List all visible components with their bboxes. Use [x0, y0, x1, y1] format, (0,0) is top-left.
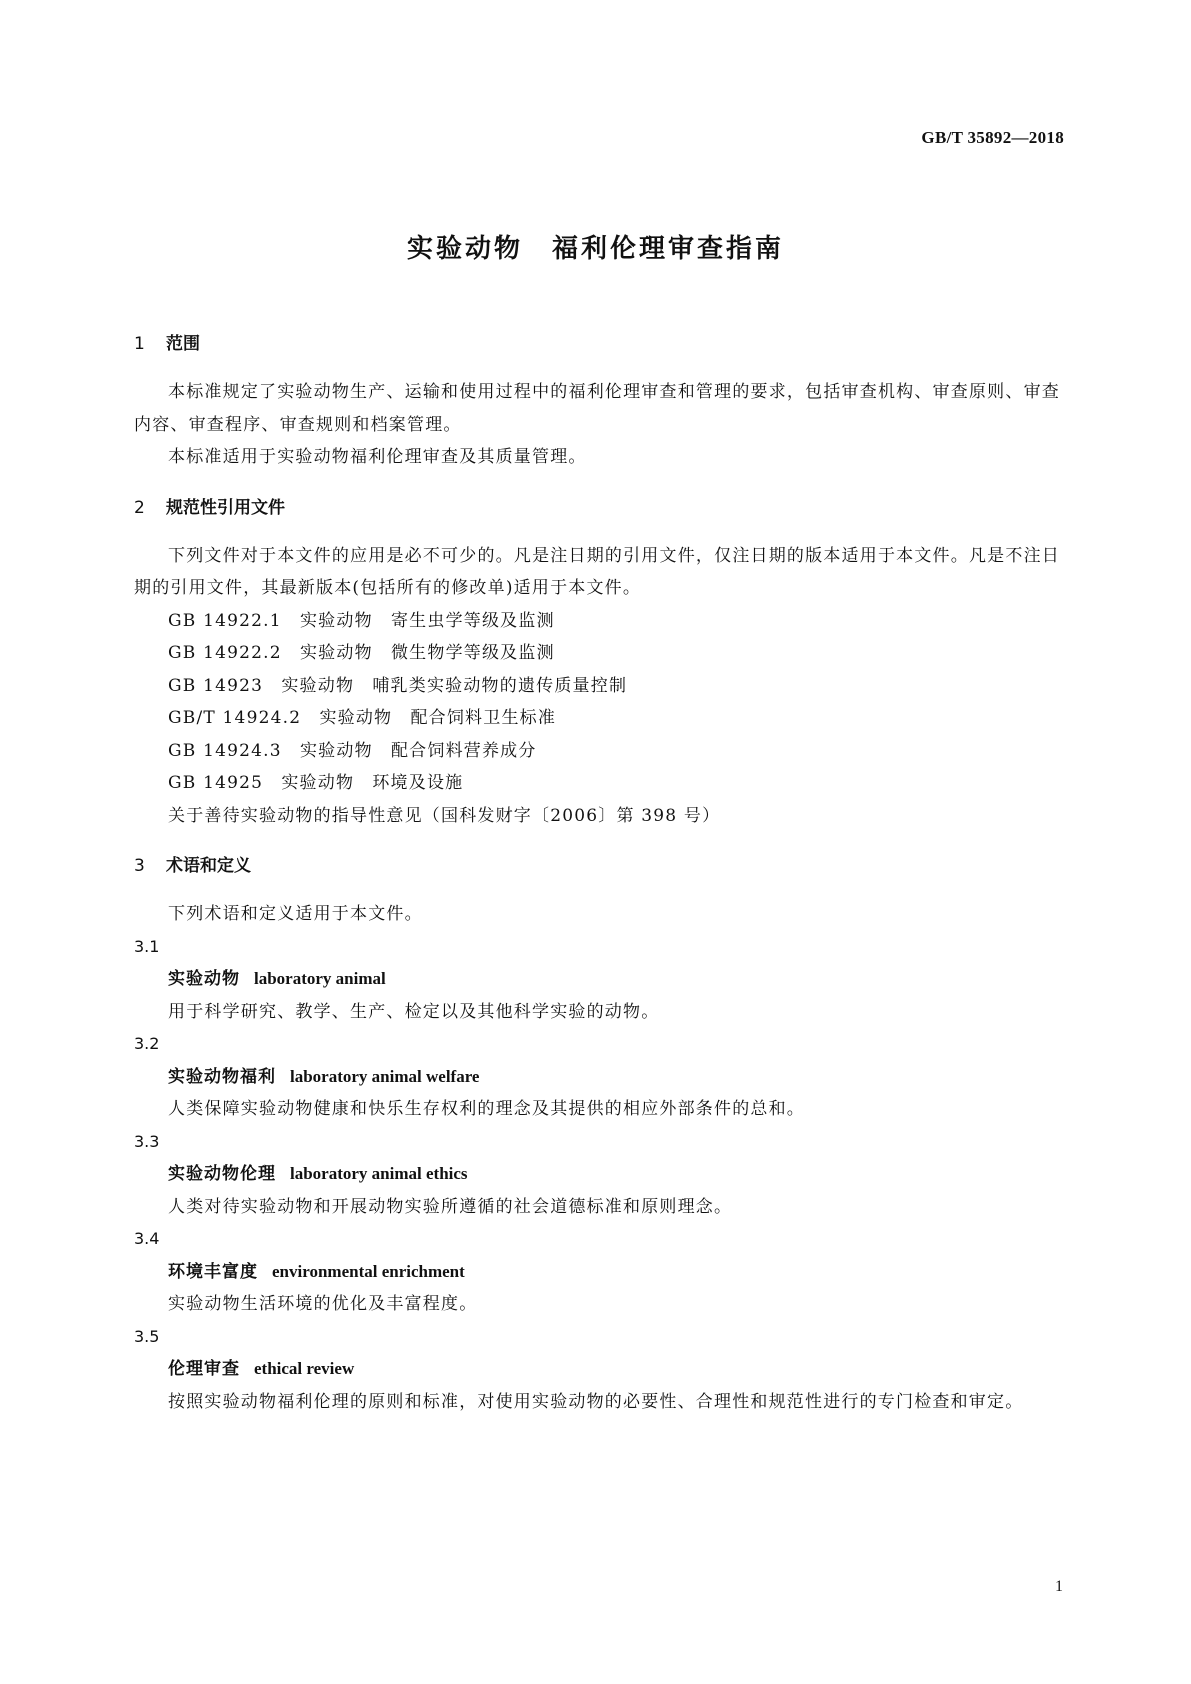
- section-number: 3: [134, 856, 145, 876]
- reference-item: GB 14924.3 实验动物 配合饲料营养成分: [168, 740, 537, 761]
- paragraph: 本标准规定了实验动物生产、运输和使用过程中的福利伦理审查和管理的要求，包括审查机构、审查原则、审查内容、审查程序、审查规则和档案管理。: [134, 382, 1060, 435]
- reference-item: 关于善待实验动物的指导性意见（国科发财字〔2006〕第 398 号）: [168, 805, 721, 826]
- section-heading-scope: [134, 332, 1060, 356]
- term-name-en: laboratory animal ethics: [290, 1164, 468, 1183]
- term-entry: [134, 1158, 1060, 1191]
- paragraph: 本标准适用于实验动物福利伦理审查及其质量管理。: [168, 447, 587, 467]
- section-heading-terms: [134, 854, 1060, 878]
- paragraph: 下列术语和定义适用于本文件。: [168, 904, 423, 924]
- term-number: 3.5: [134, 1326, 160, 1346]
- section-heading-references: [134, 496, 1060, 520]
- term-entry: [134, 1353, 1060, 1386]
- page-number: 1: [1055, 1578, 1063, 1595]
- reference-item: GB 14923 实验动物 哺乳类实验动物的遗传质量控制: [168, 675, 628, 696]
- term-definition: 人类对待实验动物和开展动物实验所遵循的社会道德标准和原则理念。: [168, 1196, 733, 1217]
- term-number: 3.3: [134, 1131, 160, 1151]
- term-definition: 人类保障实验动物健康和快乐生存权利的理念及其提供的相应外部条件的总和。: [168, 1099, 805, 1119]
- term-name-en: laboratory animal: [254, 969, 386, 988]
- term-number: 3.4: [134, 1229, 160, 1248]
- paragraph: 下列文件对于本文件的应用是必不可少的。凡是注日期的引用文件，仅注日期的版本适用于本文件。凡是不注日期的引用文件，其最新版本(包括所有的修改单)适用于本文件。: [134, 545, 1060, 598]
- term-name-en: environmental enrichment: [272, 1261, 465, 1281]
- section-title: 范围: [166, 334, 200, 354]
- term-definition: 按照实验动物福利伦理的原则和标准，对使用实验动物的必要性、合理性和规范性进行的专门检查和审定。: [168, 1391, 1024, 1412]
- reference-item: GB 14922.2 实验动物 微生物学等级及监测: [168, 643, 555, 663]
- term-number: 3.2: [134, 1034, 160, 1053]
- reference-item: GB 14925 实验动物 环境及设施: [168, 773, 464, 793]
- term-name-zh: 实验动物福利: [168, 1066, 276, 1087]
- section-title: 规范性引用文件: [166, 497, 285, 518]
- reference-item: GB/T 14924.2 实验动物 配合饲料卫生标准: [168, 708, 557, 728]
- term-name-en: ethical review: [254, 1359, 355, 1378]
- section-title: 术语和定义: [166, 856, 251, 876]
- term-name-zh: 环境丰富度: [168, 1261, 258, 1282]
- term-entry: [134, 963, 1060, 996]
- section-number: 1: [134, 334, 145, 354]
- term-number: 3.1: [134, 936, 160, 956]
- term-name-zh: 伦理审查: [168, 1359, 240, 1379]
- term-definition: 实验动物生活环境的优化及丰富程度。: [168, 1294, 478, 1314]
- term-definition: 用于科学研究、教学、生产、检定以及其他科学实验的动物。: [168, 1001, 660, 1022]
- term-name-zh: 实验动物伦理: [168, 1164, 276, 1184]
- term-name-zh: 实验动物: [168, 969, 240, 989]
- reference-item: GB 14922.1 实验动物 寄生虫学等级及监测: [168, 610, 555, 631]
- document-body: [134, 332, 1060, 1418]
- standard-code: GB/T 35892—2018: [921, 128, 1064, 147]
- term-entry: [134, 1256, 1060, 1289]
- term-name-en: laboratory animal welfare: [290, 1066, 480, 1086]
- section-number: 2: [134, 497, 145, 518]
- document-title: 实验动物 福利伦理审查指南: [406, 234, 784, 264]
- term-entry: [134, 1061, 1060, 1094]
